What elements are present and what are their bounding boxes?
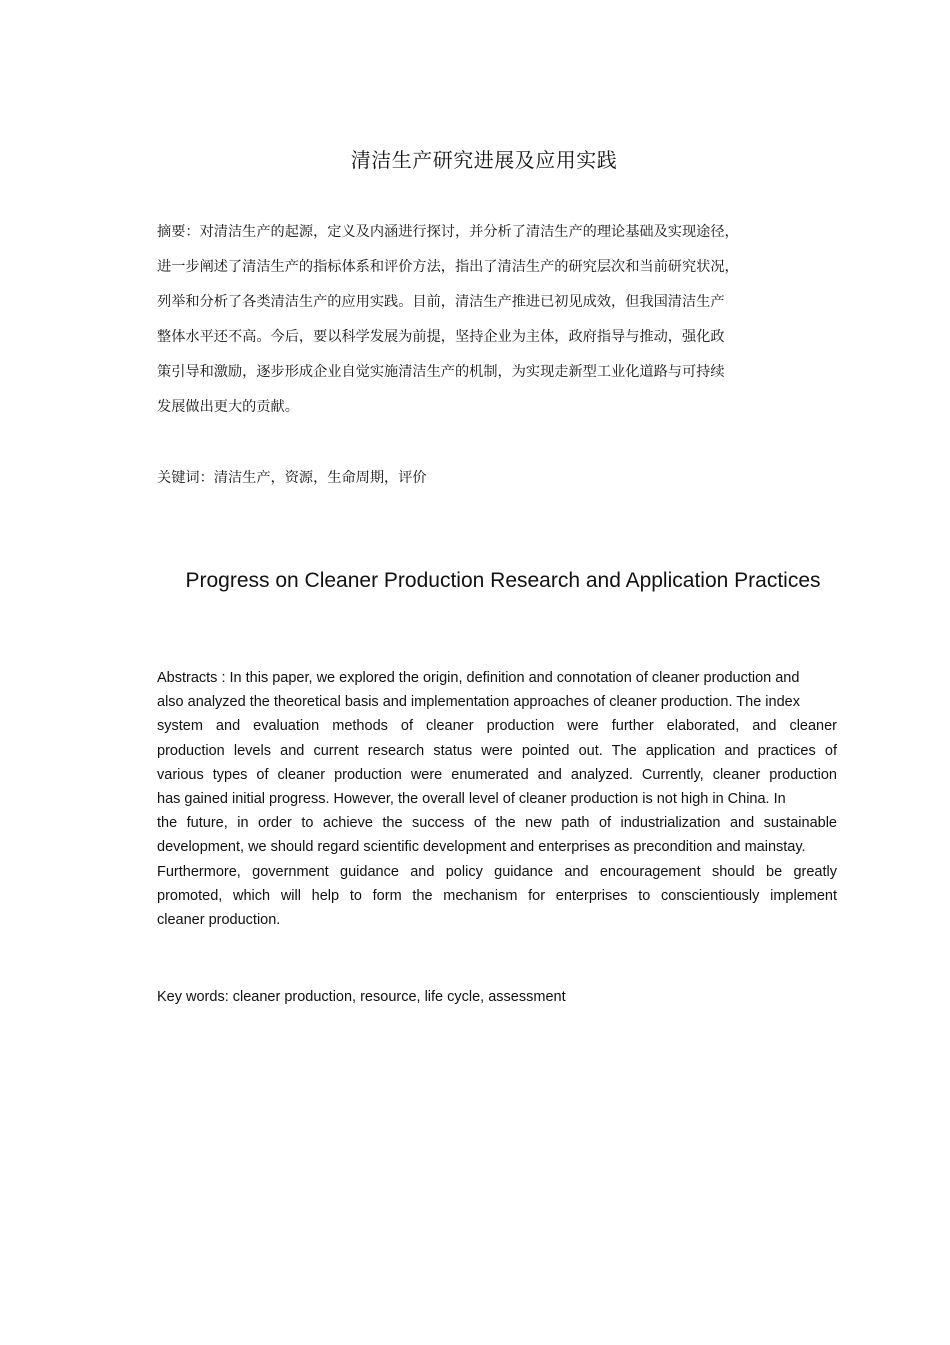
english-abstract-line: Furthermore, government guidance and policy guidance and encouragement should be greatly bbox=[157, 863, 837, 880]
english-abstract-line: also analyzed the theoretical basis and implementation approaches of cleaner production. The index bbox=[157, 694, 800, 711]
chinese-abstract-line: 列举和分析了各类清洁生产的应用实践。目前，清洁生产推进已初见成效，但我国清洁生产 bbox=[157, 294, 725, 310]
chinese-abstract-line: 摘要：对清洁生产的起源，定义及内涵进行探讨，并分析了清洁生产的理论基础及实现途径， bbox=[157, 224, 739, 240]
english-abstract-line: system and evaluation methods of cleaner production were further elaborated, and cleaner bbox=[157, 718, 837, 735]
chinese-keywords: 关键词：清洁生产，资源，生命周期，评价 bbox=[157, 470, 427, 486]
english-abstract-line: Abstracts : In this paper, we explored the origin, definition and connotation of cleaner production and bbox=[157, 670, 800, 686]
english-abstract-line: cleaner production. bbox=[157, 911, 281, 928]
english-abstract-line: various types of cleaner production were enumerated and analyzed. Currently, cleaner production bbox=[157, 766, 837, 783]
chinese-abstract-line: 策引导和激励，逐步形成企业自觉实施清洁生产的机制，为实现走新型工业化道路与可持续 bbox=[157, 364, 725, 380]
english-abstract-line: the future, in order to achieve the success of the new path of industrialization and sustainable bbox=[157, 815, 837, 832]
english-abstract-line: promoted, which will help to form the mechanism for enterprises to conscientiously implement bbox=[157, 887, 837, 904]
english-abstract-line: production levels and current research status were pointed out. The application and practices of bbox=[157, 742, 837, 759]
english-title: Progress on Cleaner Production Research and Application Practices bbox=[185, 569, 821, 592]
chinese-abstract-line: 发展做出更大的贡献。 bbox=[157, 399, 299, 415]
english-abstract bbox=[157, 667, 837, 933]
english-abstract-line: development, we should regard scientific development and enterprises as precondition and mainstay. bbox=[157, 839, 806, 856]
chinese-abstract bbox=[157, 220, 767, 430]
english-keywords: Key words: cleaner production, resource, life cycle, assessment bbox=[157, 989, 566, 1005]
english-abstract-line: has gained initial progress. However, the overall level of cleaner production is not high in China. In bbox=[157, 790, 786, 807]
chinese-abstract-line: 整体水平还不高。今后，要以科学发展为前提，坚持企业为主体，政府指导与推动，强化政 bbox=[157, 329, 725, 345]
chinese-abstract-line: 进一步阐述了清洁生产的指标体系和评价方法，指出了清洁生产的研究层次和当前研究状况， bbox=[157, 259, 739, 275]
chinese-title: 清洁生产研究进展及应用实践 bbox=[350, 148, 618, 172]
